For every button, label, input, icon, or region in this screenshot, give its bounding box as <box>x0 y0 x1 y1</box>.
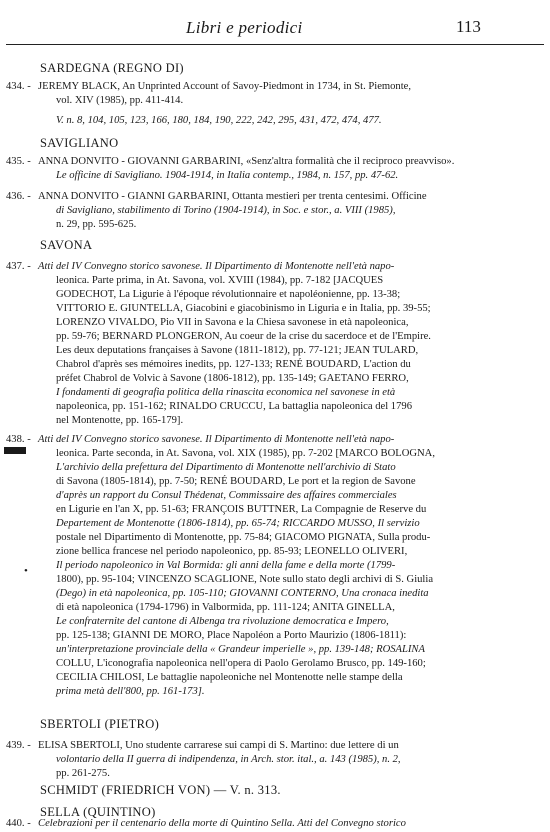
entry-line: di Savigliano, stabilimento di Torino (1904-1914), in Soc. e stor., a. VIII (1985), <box>56 205 396 216</box>
entry-line: Atti del IV Convegno storico savonese. Il Dipartimento di Montenotte nell'età napo- <box>38 434 395 445</box>
entry-line: préfet Chabrol de Volvic à Savone (1806-1812), pp. 135-149; GAETANO FERRO, <box>56 373 409 384</box>
entry-line: CECILIA CHILOSI, Le battaglie napoleoniche nel Montenotte nelle stampe della <box>56 672 403 683</box>
entry-line: pp. 261-275. <box>56 768 110 779</box>
entry-number: 439. - <box>6 740 31 751</box>
entry-number: 436. - <box>6 191 31 202</box>
entry-line: JEREMY BLACK, An Unprinted Account of Savoy-Piedmont in 1734, in St. Piemonte, <box>38 81 412 92</box>
entry-line: ANNA DONVITO - GIOVANNI GARBARINI, «Senz'altra formalità che il reciproco preavviso». <box>38 156 455 167</box>
entry-line: en Ligurie en l'an X, pp. 51-63; FRANÇOIS BUTTNER, La Compagnie de Reserve du <box>56 504 427 515</box>
entry-line: zione bellica francese nel periodo napoleonico, pp. 85-93; LEONELLO OLIVERI, <box>56 546 408 557</box>
entry-line: Celebrazioni per il centenario della morte di Quintino Sella. Atti del Convegno storico <box>38 818 406 829</box>
section-heading-sella: SELLA (QUINTINO) <box>40 805 156 819</box>
running-header <box>0 16 550 44</box>
entry-line: ANNA DONVITO - GIANNI GARBARINI, Ottanta mestieri per trenta centesimi. Officine <box>38 191 427 202</box>
entry-line: pp. 125-138; GIANNI DE MORO, Place Napoléon a Porto Maurizio (1806-1811): <box>56 630 407 641</box>
section-heading-schmidt: SCHMIDT (FRIEDRICH VON) — V. n. 313. <box>40 783 281 797</box>
entry-line: VITTORIO E. GIUNTELLA, Giacobini e giacobinismo in Liguria e in Italia, pp. 39-55; <box>56 303 431 314</box>
section-heading-sardegna: SARDEGNA (REGNO DI) <box>40 61 184 75</box>
page-number: 113 <box>456 17 481 36</box>
entry-line: prima metà dell'800, pp. 161-173]. <box>56 686 205 697</box>
section-heading-savigliano: SAVIGLIANO <box>40 136 119 150</box>
entry-line: Atti del IV Convegno storico savonese. Il Dipartimento di Montenotte nell'età napo- <box>38 261 395 272</box>
entry-number: 440. - <box>6 818 31 829</box>
entry-number: 435. - <box>6 156 31 167</box>
cross-reference-line: V. n. 8, 104, 105, 123, 166, 180, 184, 190, 222, 242, 295, 431, 472, 474, 477. <box>56 115 382 126</box>
entry-line: (Dego) in età napoleonica, pp. 105-110; GIOVANNI CONTERNO, Una cronaca inedita <box>56 588 429 599</box>
entry-line: COLLU, L'iconografia napoleonica nell'opera di Paolo Gerolamo Brusco, pp. 149-160; <box>56 658 426 669</box>
entry-line: d'après un rapport du Consul Thédenat, Commissaire des affaires commerciales <box>56 490 397 501</box>
entry-line: un'interpretazione provinciale della « Grandeur imperielle », pp. 139-148; ROSALINA <box>56 644 425 655</box>
section-heading-sbertoli: SBERTOLI (PIETRO) <box>40 717 160 731</box>
entry-line: di età napoleonica (1794-1796) in Valbormida, pp. 111-124; ANITA GINELLA, <box>56 602 395 613</box>
entry-line: Chabrol d'après ses mémoires inedits, pp. 127-133; RENÉ BOUDARD, L'action du <box>56 359 411 370</box>
entry-line: I fondamenti di geografia politica della rinascita economica nel savonese in età <box>56 387 396 398</box>
entry-line: L'archivio della prefettura del Dipartimento di Montenotte nell'archivio di Stato <box>56 462 396 473</box>
entry-line: leonica. Parte seconda, in At. Savona, vol. XIX (1985), pp. 7-202 [MARCO BOLOGNA, <box>56 448 435 459</box>
entry-line: ELISA SBERTOLI, Uno studente carrarese sui campi di S. Martino: due lettere di un <box>38 740 399 751</box>
entry-line: napoleonica, pp. 151-162; RINALDO CRUCCU, La battaglia napoleonica del 1796 <box>56 401 412 412</box>
entry-line: volontario della II guerra di indipendenza, in Arch. stor. ital., a. 143 (1985), n. 2, <box>56 754 401 765</box>
entry-line: Les deux deputations françaises à Savone (1811-1812), pp. 77-121; JEAN TULARD, <box>56 345 419 356</box>
entry-line: Le confraternite del cantone di Albenga tra rivoluzione democratica e Impero, <box>56 616 389 627</box>
entry-line: Le officine di Savigliano. 1904-1914, in Italia contemp., 1984, n. 157, pp. 47-62. <box>56 170 399 181</box>
section-heading-savona: SAVONA <box>40 238 93 252</box>
entry-number: 438. - <box>6 434 31 445</box>
entry-line: nel Montenotte, pp. 165-179]. <box>56 415 184 426</box>
entry-line: di Savona (1805-1814), pp. 7-50; RENÉ BOUDARD, Le port et la region de Savone <box>56 476 416 487</box>
entry-line: leonica. Parte prima, in At. Savona, vol. XVIII (1984), pp. 7-182 [JACQUES <box>56 275 384 286</box>
entry-line: Departement de Montenotte (1806-1814), pp. 65-74; RICCARDO MUSSO, Il servizio <box>56 518 420 529</box>
entry-line: postale nel Dipartimento di Montenotte, pp. 75-84; GIACOMO PIGNATA, Sulla produ- <box>56 532 431 543</box>
entry-line: GODECHOT, La Ligurie à l'époque révolutionnaire et napoléonienne, pp. 13-38; <box>56 289 401 300</box>
entry-line: LORENZO VIVALDO, Pio VII in Savona e la Chiesa savonese in età napoleonica, <box>56 317 409 328</box>
margin-marker <box>4 447 26 454</box>
entry-line: Il periodo napoleonico in Val Bormida: gli anni della fame e della morte (1799- <box>56 560 396 571</box>
margin-bullet: • <box>24 565 28 577</box>
entry-line: 1800), pp. 95-104; VINCENZO SCAGLIONE, Note sullo stato degli archivi di S. Giulia <box>56 574 434 585</box>
entry-line: vol. XIV (1985), pp. 411-414. <box>56 95 184 106</box>
entry-number: 434. - <box>6 81 31 92</box>
header-rule <box>6 44 544 45</box>
entry-number: 437. - <box>6 261 31 272</box>
entry-line: n. 29, pp. 595-625. <box>56 219 137 230</box>
entry-line: pp. 59-76; BERNARD PLONGERON, Au coeur de la crise du sacerdoce et de l'Empire. <box>56 331 431 342</box>
running-title: Libri e periodici <box>186 18 303 37</box>
